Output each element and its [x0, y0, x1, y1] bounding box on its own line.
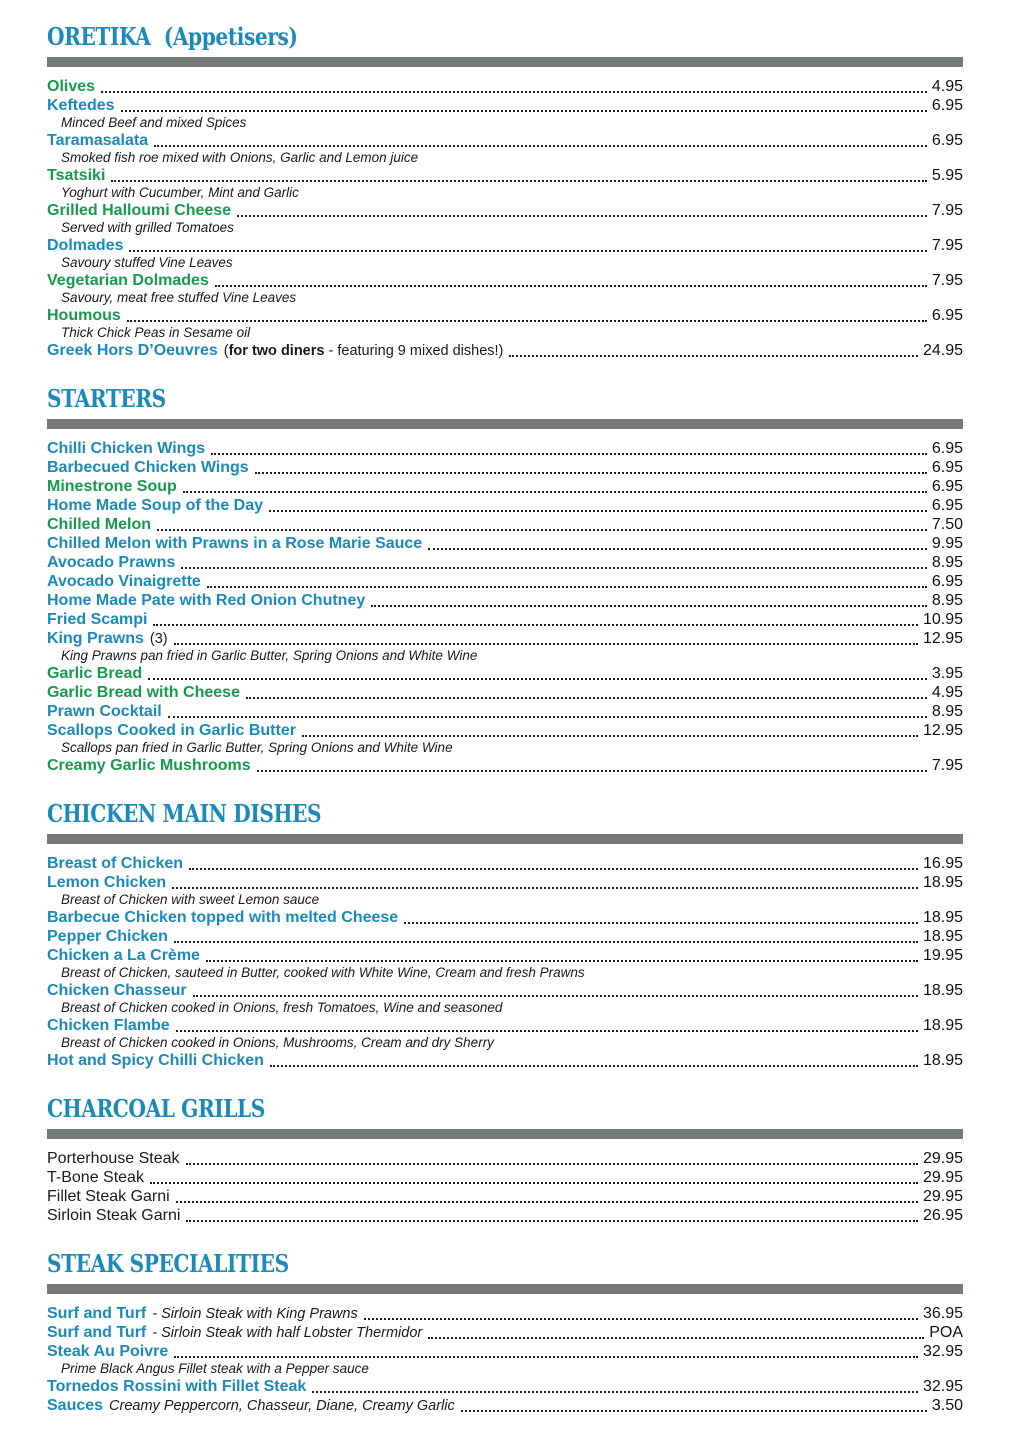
- item-price: 6.95: [931, 478, 963, 495]
- item-description: Served with grilled Tomatoes: [61, 220, 234, 235]
- section-divider-bar: [47, 1129, 963, 1139]
- item-price: 18.95: [922, 874, 963, 891]
- item-name: Avocado Prawns: [47, 554, 176, 571]
- menu-item: [47, 664, 963, 683]
- item-price: 6.95: [931, 459, 963, 476]
- item-price: 18.95: [922, 982, 963, 999]
- menu-item: [47, 702, 963, 721]
- item-price: 7.50: [931, 516, 963, 533]
- menu-item: [47, 572, 963, 591]
- item-suffix-part: (3): [149, 631, 168, 647]
- item-name: Dolmades: [47, 237, 124, 254]
- item-description: Breast of Chicken cooked in Onions, fresh Tomatoes, Wine and seasoned: [61, 1000, 503, 1015]
- item-name: Chicken Flambe: [47, 1017, 170, 1034]
- menu-item: [47, 610, 963, 629]
- item-name: Chilli Chicken Wings: [47, 440, 206, 457]
- item-price: 32.95: [922, 1343, 963, 1360]
- menu: [47, 24, 963, 1415]
- menu-item: [47, 946, 963, 965]
- section-title: STARTERS: [47, 384, 166, 413]
- item-description: Scallops pan fried in Garlic Butter, Spring Onions and White Wine: [61, 740, 453, 755]
- item-price: 8.95: [931, 592, 963, 609]
- dotted-leader: [255, 472, 927, 474]
- item-name: Greek Hors D’Oeuvres: [47, 342, 218, 359]
- item-description: King Prawns pan fried in Garlic Butter, Spring Onions and White Wine: [61, 648, 478, 663]
- section-title: CHICKEN MAIN DISHES: [47, 799, 322, 828]
- item-name: Surf and Turf: [47, 1305, 147, 1322]
- dotted-leader: [176, 1030, 918, 1032]
- item-description: Prime Black Angus Fillet steak with a Pepper sauce: [61, 1361, 369, 1376]
- section-title: STEAK SPECIALITIES: [47, 1249, 289, 1278]
- item-price: 10.95: [922, 611, 963, 628]
- dotted-leader: [237, 215, 927, 217]
- section-title: ORETIKA (Appetisers): [47, 22, 298, 51]
- dotted-leader: [101, 91, 927, 93]
- menu-item: [47, 629, 963, 648]
- item-name: Chicken a La Crème: [47, 947, 200, 964]
- dotted-leader: [312, 1391, 918, 1393]
- menu-item: [47, 341, 963, 360]
- item-suffix-part: - featuring 9 mixed dishes!): [324, 343, 504, 359]
- item-name: Creamy Garlic Mushrooms: [47, 757, 251, 774]
- item-name: Home Made Soup of the Day: [47, 497, 264, 514]
- dotted-leader: [153, 624, 917, 626]
- dotted-leader: [404, 922, 918, 924]
- item-name: Barbecue Chicken topped with melted Cheese: [47, 909, 399, 926]
- item-price: 24.95: [922, 342, 963, 359]
- dotted-leader: [186, 1220, 918, 1222]
- item-name: Prawn Cocktail: [47, 703, 162, 720]
- item-price: 6.95: [931, 132, 963, 149]
- menu-item: [47, 721, 963, 740]
- menu-item: [47, 534, 963, 553]
- item-suffix-part: - Sirloin Steak with half Lobster Thermidor: [152, 1325, 423, 1341]
- menu-item: [47, 271, 963, 290]
- menu-section: [47, 386, 963, 775]
- item-suffix: [109, 1397, 455, 1416]
- item-price: 6.95: [931, 97, 963, 114]
- menu-item: [47, 927, 963, 946]
- menu-item: [47, 201, 963, 220]
- item-price: 7.95: [931, 272, 963, 289]
- menu-item: [47, 166, 963, 185]
- item-price: 6.95: [931, 573, 963, 590]
- dotted-leader: [428, 1337, 924, 1339]
- item-name: Pepper Chicken: [47, 928, 168, 945]
- item-name: Chilled Melon with Prawns in a Rose Marie Sauce: [47, 535, 423, 552]
- item-name: Grilled Halloumi Cheese: [47, 202, 232, 219]
- item-name: Porterhouse Steak: [47, 1150, 180, 1167]
- item-name: Garlic Bread: [47, 665, 143, 682]
- item-price: 3.50: [931, 1397, 963, 1414]
- menu-item: [47, 96, 963, 115]
- menu-item: [47, 756, 963, 775]
- item-name: Olives: [47, 78, 96, 95]
- item-price: 18.95: [922, 928, 963, 945]
- dotted-leader: [206, 960, 918, 962]
- dotted-leader: [269, 510, 927, 512]
- menu-item: [47, 439, 963, 458]
- dotted-leader: [150, 1182, 918, 1184]
- item-price: 4.95: [931, 78, 963, 95]
- item-name: Chicken Chasseur: [47, 982, 187, 999]
- item-description: Savoury stuffed Vine Leaves: [61, 255, 233, 270]
- menu-item: [47, 458, 963, 477]
- item-price: 8.95: [931, 554, 963, 571]
- item-price: 4.95: [931, 684, 963, 701]
- item-name: Hot and Spicy Chilli Chicken: [47, 1052, 264, 1069]
- dotted-leader: [211, 453, 927, 455]
- dotted-leader: [129, 250, 926, 252]
- dotted-leader: [193, 995, 918, 997]
- item-name: Vegetarian Dolmades: [47, 272, 209, 289]
- menu-section: [47, 801, 963, 1070]
- item-price: 6.95: [931, 307, 963, 324]
- section-divider-bar: [47, 1284, 963, 1294]
- item-price: 18.95: [922, 909, 963, 926]
- item-price: 16.95: [922, 855, 963, 872]
- menu-item: [47, 1051, 963, 1070]
- item-name: Fillet Steak Garni: [47, 1188, 170, 1205]
- item-description: Smoked fish roe mixed with Onions, Garlic and Lemon juice: [61, 150, 419, 165]
- item-price: 7.95: [931, 202, 963, 219]
- item-name: Surf and Turf: [47, 1324, 147, 1341]
- menu-item: [47, 477, 963, 496]
- menu-item: [47, 1323, 963, 1342]
- section-title: CHARCOAL GRILLS: [47, 1094, 265, 1123]
- item-price: 6.95: [931, 440, 963, 457]
- item-name: Sauces: [47, 1397, 104, 1414]
- menu-item: [47, 77, 963, 96]
- dotted-leader: [121, 110, 927, 112]
- menu-item: [47, 515, 963, 534]
- dotted-leader: [246, 697, 927, 699]
- menu-item: [47, 306, 963, 325]
- dotted-leader: [371, 605, 927, 607]
- dotted-leader: [154, 145, 927, 147]
- item-name: Tsatsiki: [47, 167, 106, 184]
- item-price: 3.95: [931, 665, 963, 682]
- item-price: 7.95: [931, 237, 963, 254]
- item-price: 5.95: [931, 167, 963, 184]
- dotted-leader: [183, 491, 927, 493]
- item-suffix: [152, 1305, 358, 1324]
- dotted-leader: [270, 1065, 918, 1067]
- item-description: Savoury, meat free stuffed Vine Leaves: [61, 290, 297, 305]
- item-price: 7.95: [931, 757, 963, 774]
- item-name: Scallops Cooked in Garlic Butter: [47, 722, 296, 739]
- item-description: Breast of Chicken cooked in Onions, Mushrooms, Cream and dry Sherry: [61, 1035, 494, 1050]
- item-suffix: [224, 342, 504, 361]
- item-price: 29.95: [922, 1188, 963, 1205]
- item-price: 29.95: [922, 1150, 963, 1167]
- menu-item: [47, 683, 963, 702]
- menu-item: [47, 1016, 963, 1035]
- item-description: Breast of Chicken, sauteed in Butter, cooked with White Wine, Cream and fresh Prawns: [61, 965, 585, 980]
- item-price: 26.95: [922, 1207, 963, 1224]
- item-name: Taramasalata: [47, 132, 149, 149]
- item-name: Avocado Vinaigrette: [47, 573, 201, 590]
- menu-item: [47, 1396, 963, 1415]
- section-divider-bar: [47, 419, 963, 429]
- dotted-leader: [174, 1356, 918, 1358]
- menu-item: [47, 873, 963, 892]
- menu-item: [47, 1342, 963, 1361]
- item-price: 18.95: [922, 1017, 963, 1034]
- item-price: 29.95: [922, 1169, 963, 1186]
- dotted-leader: [509, 355, 918, 357]
- item-suffix-part: Creamy Peppercorn, Chasseur, Diane, Creamy Garlic: [109, 1398, 455, 1414]
- item-price: POA: [929, 1324, 963, 1341]
- item-price: 32.95: [922, 1378, 963, 1395]
- section-divider-bar: [47, 57, 963, 67]
- item-price: 12.95: [922, 630, 963, 647]
- item-price: 8.95: [931, 703, 963, 720]
- item-name: Minestrone Soup: [47, 478, 177, 495]
- menu-item: [47, 236, 963, 255]
- menu-item: [47, 591, 963, 610]
- item-price: 18.95: [922, 1052, 963, 1069]
- item-suffix: [150, 630, 168, 649]
- item-description: Thick Chick Peas in Sesame oil: [61, 325, 251, 340]
- dotted-leader: [428, 548, 927, 550]
- menu-item: [47, 131, 963, 150]
- section-divider-bar: [47, 834, 963, 844]
- item-name: King Prawns: [47, 630, 144, 647]
- item-description: Yoghurt with Cucumber, Mint and Garlic: [61, 185, 299, 200]
- item-suffix-part: (: [223, 343, 229, 359]
- dotted-leader: [257, 770, 927, 772]
- dotted-leader: [127, 320, 927, 322]
- menu-item: [47, 908, 963, 927]
- item-name: Chilled Melon: [47, 516, 151, 533]
- item-suffix: [152, 1324, 422, 1343]
- dotted-leader: [364, 1318, 918, 1320]
- menu-section: [47, 1096, 963, 1225]
- item-price: 36.95: [922, 1305, 963, 1322]
- menu-section: [47, 24, 963, 360]
- dotted-leader: [148, 678, 927, 680]
- menu-section: [47, 1251, 963, 1415]
- menu-item: [47, 854, 963, 873]
- item-price: 9.95: [931, 535, 963, 552]
- item-name: Keftedes: [47, 97, 115, 114]
- item-suffix-part: for two diners: [228, 343, 325, 359]
- item-name: T-Bone Steak: [47, 1169, 144, 1186]
- menu-item: [47, 553, 963, 572]
- dotted-leader: [174, 643, 918, 645]
- dotted-leader: [215, 285, 927, 287]
- item-price: 6.95: [931, 497, 963, 514]
- item-name: Steak Au Poivre: [47, 1343, 169, 1360]
- item-name: Lemon Chicken: [47, 874, 167, 891]
- dotted-leader: [174, 941, 918, 943]
- menu-item: [47, 1149, 963, 1168]
- dotted-leader: [157, 529, 927, 531]
- menu-item: [47, 1377, 963, 1396]
- menu-item: [47, 1187, 963, 1206]
- dotted-leader: [207, 586, 927, 588]
- dotted-leader: [461, 1410, 927, 1412]
- item-name: Fried Scampi: [47, 611, 148, 628]
- menu-item: [47, 981, 963, 1000]
- item-name: Tornedos Rossini with Fillet Steak: [47, 1378, 307, 1395]
- item-description: Minced Beef and mixed Spices: [61, 115, 247, 130]
- item-name: Breast of Chicken: [47, 855, 184, 872]
- item-name: Sirloin Steak Garni: [47, 1207, 181, 1224]
- dotted-leader: [189, 868, 918, 870]
- dotted-leader: [302, 735, 918, 737]
- menu-item: [47, 1304, 963, 1323]
- item-price: 19.95: [922, 947, 963, 964]
- menu-item: [47, 496, 963, 515]
- item-name: Barbecued Chicken Wings: [47, 459, 249, 476]
- item-name: Houmous: [47, 307, 121, 324]
- menu-item: [47, 1206, 963, 1225]
- item-name: Home Made Pate with Red Onion Chutney: [47, 592, 366, 609]
- item-price: 12.95: [922, 722, 963, 739]
- menu-item: [47, 1168, 963, 1187]
- item-suffix-part: - Sirloin Steak with King Prawns: [152, 1306, 358, 1322]
- dotted-leader: [111, 180, 926, 182]
- dotted-leader: [186, 1163, 918, 1165]
- dotted-leader: [181, 567, 927, 569]
- dotted-leader: [172, 887, 918, 889]
- item-description: Breast of Chicken with sweet Lemon sauce: [61, 892, 320, 907]
- item-name: Garlic Bread with Cheese: [47, 684, 240, 701]
- dotted-leader: [168, 716, 927, 718]
- dotted-leader: [176, 1201, 918, 1203]
